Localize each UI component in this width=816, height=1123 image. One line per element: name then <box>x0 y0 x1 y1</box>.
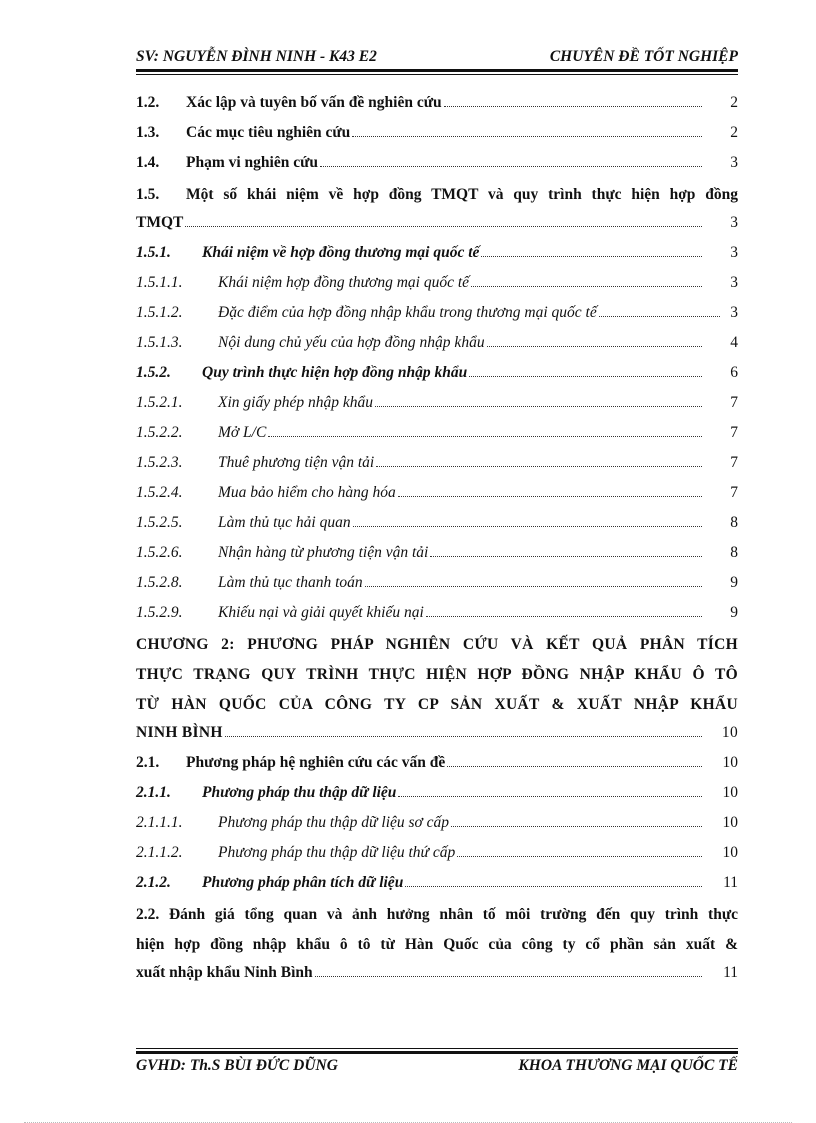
toc-title: Thuê phương tiện vận tải <box>218 454 375 471</box>
toc-entry[interactable] <box>136 90 738 120</box>
footer-rule-thin <box>136 1048 738 1049</box>
toc-entry[interactable] <box>136 570 738 600</box>
toc-page: 3 <box>730 154 738 171</box>
toc-number: 1.2. <box>136 94 160 111</box>
toc-page: 8 <box>730 514 738 531</box>
toc-page: 3 <box>730 274 738 291</box>
toc-title-line: xuất nhập khẩu Ninh Bình <box>136 964 313 981</box>
toc-title: Xác lập và tuyên bố vấn đề nghiên cứu <box>186 94 442 111</box>
toc-title: Phương pháp phân tích dữ liệu <box>202 874 404 891</box>
toc-title: Khiếu nại và giải quyết khiếu nại <box>218 604 424 621</box>
toc-page: 10 <box>722 814 738 831</box>
chapter-title-line: CHƯƠNG 2: PHƯƠNG PHÁP NGHIÊN CỨU VÀ KẾT QUẢ PHÂN TÍCH <box>136 636 738 653</box>
header-rule-thin <box>136 74 738 75</box>
toc-entry[interactable] <box>136 750 738 780</box>
toc-entry[interactable] <box>136 180 738 240</box>
toc-page: 6 <box>730 364 738 381</box>
toc-entry[interactable] <box>136 330 738 360</box>
footer-faculty: KHOA THƯƠNG MẠI QUỐC TẾ <box>518 1057 738 1074</box>
toc-page: 2 <box>730 124 738 141</box>
toc-title: Phương pháp thu thập dữ liệu thứ cấp <box>218 844 456 861</box>
toc-title: Các mục tiêu nghiên cứu <box>186 124 351 141</box>
page-footer <box>136 1056 738 1078</box>
toc-title: Làm thủ tục thanh toán <box>218 574 363 591</box>
chapter-title-line: TỪ HÀN QUỐC CỦA CÔNG TY CP SẢN XUẤT & XUẤT NHẬP KHẨU <box>136 696 738 713</box>
toc-entry[interactable] <box>136 810 738 840</box>
toc-title: Phương pháp thu thập dữ liệu <box>202 784 397 801</box>
toc-title: Nội dung chủ yếu của hợp đồng nhập khẩu <box>218 334 485 351</box>
toc-number: 1.5.2. <box>136 364 171 381</box>
toc-page: 3 <box>730 214 738 231</box>
chapter-title-line: NINH BÌNH <box>136 724 223 741</box>
footer-rule <box>136 1051 738 1054</box>
toc-number: 2.1.1. <box>136 784 171 801</box>
toc-entry[interactable] <box>136 840 738 870</box>
toc-entry[interactable] <box>136 150 738 180</box>
toc-entry[interactable] <box>136 900 738 990</box>
toc-title: Xin giấy phép nhập khẩu <box>218 394 373 411</box>
toc-number: 1.5.1. <box>136 244 171 261</box>
toc-entry[interactable] <box>136 360 738 390</box>
toc-number: 1.5.2.9. <box>136 604 183 621</box>
header-document-type: CHUYÊN ĐỀ TỐT NGHIỆP <box>549 48 738 65</box>
toc-entry[interactable] <box>136 240 738 270</box>
toc-title: Khái niệm hợp đồng thương mại quốc tế <box>218 274 470 291</box>
toc-number: 1.5.2.5. <box>136 514 183 531</box>
toc-page: 7 <box>730 454 738 471</box>
toc-title-line <box>136 180 738 210</box>
toc-entry[interactable] <box>136 480 738 510</box>
toc-entry[interactable] <box>136 300 738 330</box>
toc-page: 10 <box>722 754 738 771</box>
toc-entry[interactable] <box>136 870 738 900</box>
toc-entry[interactable] <box>136 600 738 630</box>
toc-page: 4 <box>730 334 738 351</box>
toc-number: 1.5.2.6. <box>136 544 183 561</box>
toc-entry[interactable] <box>136 780 738 810</box>
toc-title: Phương pháp hệ nghiên cứu các vấn đề <box>186 754 446 771</box>
chapter-title-line: THỰC TRẠNG QUY TRÌNH THỰC HIỆN HỢP ĐỒNG NHẬP KHẨU Ô TÔ <box>136 666 738 683</box>
toc-page: 3 <box>730 304 738 321</box>
toc-title: Phương pháp thu thập dữ liệu sơ cấp <box>218 814 450 831</box>
toc-number: 1.5. <box>136 186 160 203</box>
header-student-name: SV: NGUYỄN ĐÌNH NINH - K43 E2 <box>136 48 377 65</box>
toc-page: 9 <box>730 574 738 591</box>
toc-page: 8 <box>730 544 738 561</box>
toc-number: 1.5.2.4. <box>136 484 183 501</box>
toc-number: 1.5.2.2. <box>136 424 183 441</box>
toc-page: 11 <box>723 964 738 981</box>
toc-title-line: hiện hợp đồng nhập khẩu ô tô từ Hàn Quốc của công ty cổ phần sản xuất & <box>136 936 738 953</box>
toc-page: 7 <box>730 424 738 441</box>
toc-number: 2.1.1.1. <box>136 814 183 831</box>
toc-number: 2.1.2. <box>136 874 171 891</box>
toc-title: Mở L/C <box>218 424 267 441</box>
toc-number: 2.1.1.2. <box>136 844 183 861</box>
toc-entry[interactable] <box>136 120 738 150</box>
toc-page: 11 <box>723 874 738 891</box>
toc-number: 1.5.2.8. <box>136 574 183 591</box>
toc-entry[interactable] <box>136 450 738 480</box>
toc-number: 1.5.1.2. <box>136 304 183 321</box>
toc-number: 1.3. <box>136 124 160 141</box>
toc-page: 10 <box>722 784 738 801</box>
toc-page: 7 <box>730 484 738 501</box>
toc-entry[interactable] <box>136 270 738 300</box>
toc-number: 1.5.2.1. <box>136 394 183 411</box>
toc-number: 1.5.1.1. <box>136 274 183 291</box>
toc-title: Một số khái niệm về hợp đồng TMQT và quy trình thực hiện hợp đồng <box>186 186 738 203</box>
toc-number: 1.5.1.3. <box>136 334 183 351</box>
toc-title: Nhận hàng từ phương tiện vận tải <box>218 544 429 561</box>
toc-title: Quy trình thực hiện hợp đồng nhập khẩu <box>202 364 468 381</box>
table-of-contents <box>136 90 738 990</box>
toc-page: 7 <box>730 394 738 411</box>
toc-title: Làm thủ tục hải quan <box>218 514 351 531</box>
toc-page: 9 <box>730 604 738 621</box>
toc-title: Đặc điểm của hợp đồng nhập khẩu trong thương mại quốc tế <box>218 304 597 321</box>
footer-advisor: GVHD: Th.S BÙI ĐỨC DŨNG <box>136 1057 338 1074</box>
toc-number: 1.4. <box>136 154 160 171</box>
toc-number: 1.5.2.3. <box>136 454 183 471</box>
toc-entry[interactable] <box>136 540 738 570</box>
toc-title: Mua bảo hiểm cho hàng hóa <box>218 484 396 501</box>
toc-chapter-entry[interactable] <box>136 630 738 750</box>
toc-entry[interactable] <box>136 420 738 450</box>
page-header <box>136 46 738 68</box>
toc-page: 3 <box>730 244 738 261</box>
toc-entry[interactable] <box>136 510 738 540</box>
toc-page: 10 <box>721 724 738 741</box>
toc-entry[interactable] <box>136 390 738 420</box>
header-rule <box>136 69 738 72</box>
toc-title-line: 2.2. Đánh giá tổng quan và ảnh hưởng nhân tố môi trường đến quy trình thực <box>136 906 738 923</box>
toc-page: 10 <box>722 844 738 861</box>
toc-title: Phạm vi nghiên cứu <box>186 154 319 171</box>
toc-number: 2.1. <box>136 754 160 771</box>
toc-title: Khái niệm về hợp đồng thương mại quốc tế <box>202 244 480 261</box>
toc-page: 2 <box>730 94 738 111</box>
toc-title: TMQT <box>136 214 184 231</box>
